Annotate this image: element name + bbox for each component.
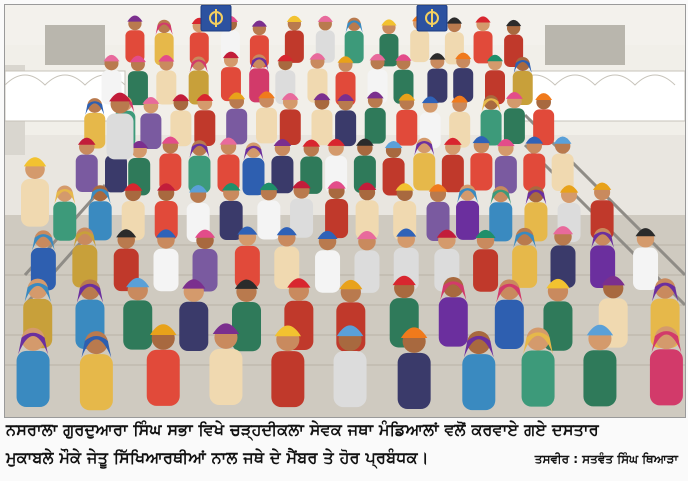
person [345,18,364,64]
khanda-icon [201,5,231,31]
group-photo-illustration [5,5,685,417]
person [462,331,495,410]
group-photo [4,4,686,418]
person [271,139,293,193]
person [242,142,264,195]
person [650,326,683,405]
window-right [545,25,625,65]
window-left [45,25,105,65]
person [489,186,512,241]
photo-credit: ਤਸਵੀਰ : ਸਤਵੰਤ ਸਿੰਘ ਥਿਆੜਾ [534,452,678,466]
person [456,185,479,240]
person [512,228,537,288]
person [17,328,50,407]
person [72,228,97,288]
person [413,138,435,191]
person [495,139,517,193]
caption-line-1: ਨਸਰਾਲਾ ਗੁਰਦੁਆਰਾ ਸਿੰਘ ਸਭਾ ਵਿਖੇ ਚੜ੍ਹਦੀਕਲਾ ਸੇਵਕ ਜਥਾ ਮੰਡਿਆਲਾਂ ਵਲੋਂ ਕਰਵਾਏ ਗਏ ਦਸਤਾਰ [6,420,599,439]
photo-caption [6,418,682,476]
person [522,327,555,406]
person [80,331,113,410]
person [188,140,210,193]
person [439,277,468,347]
person [21,157,49,226]
person [53,185,76,240]
khanda-icon [417,5,447,31]
person [495,279,524,349]
caption-line-2: ਮੁਕਾਬਲੇ ਮੌਕੇ ਜੇਤੂ ਸਿੱਖਿਆਰਥੀਆਂ ਨਾਲ ਜਥੇ ਦੇ ਮੈਂਬਰ ਤੇ ਹੋਰ ਪ੍ਰਬੰਧਕ। [6,448,429,467]
